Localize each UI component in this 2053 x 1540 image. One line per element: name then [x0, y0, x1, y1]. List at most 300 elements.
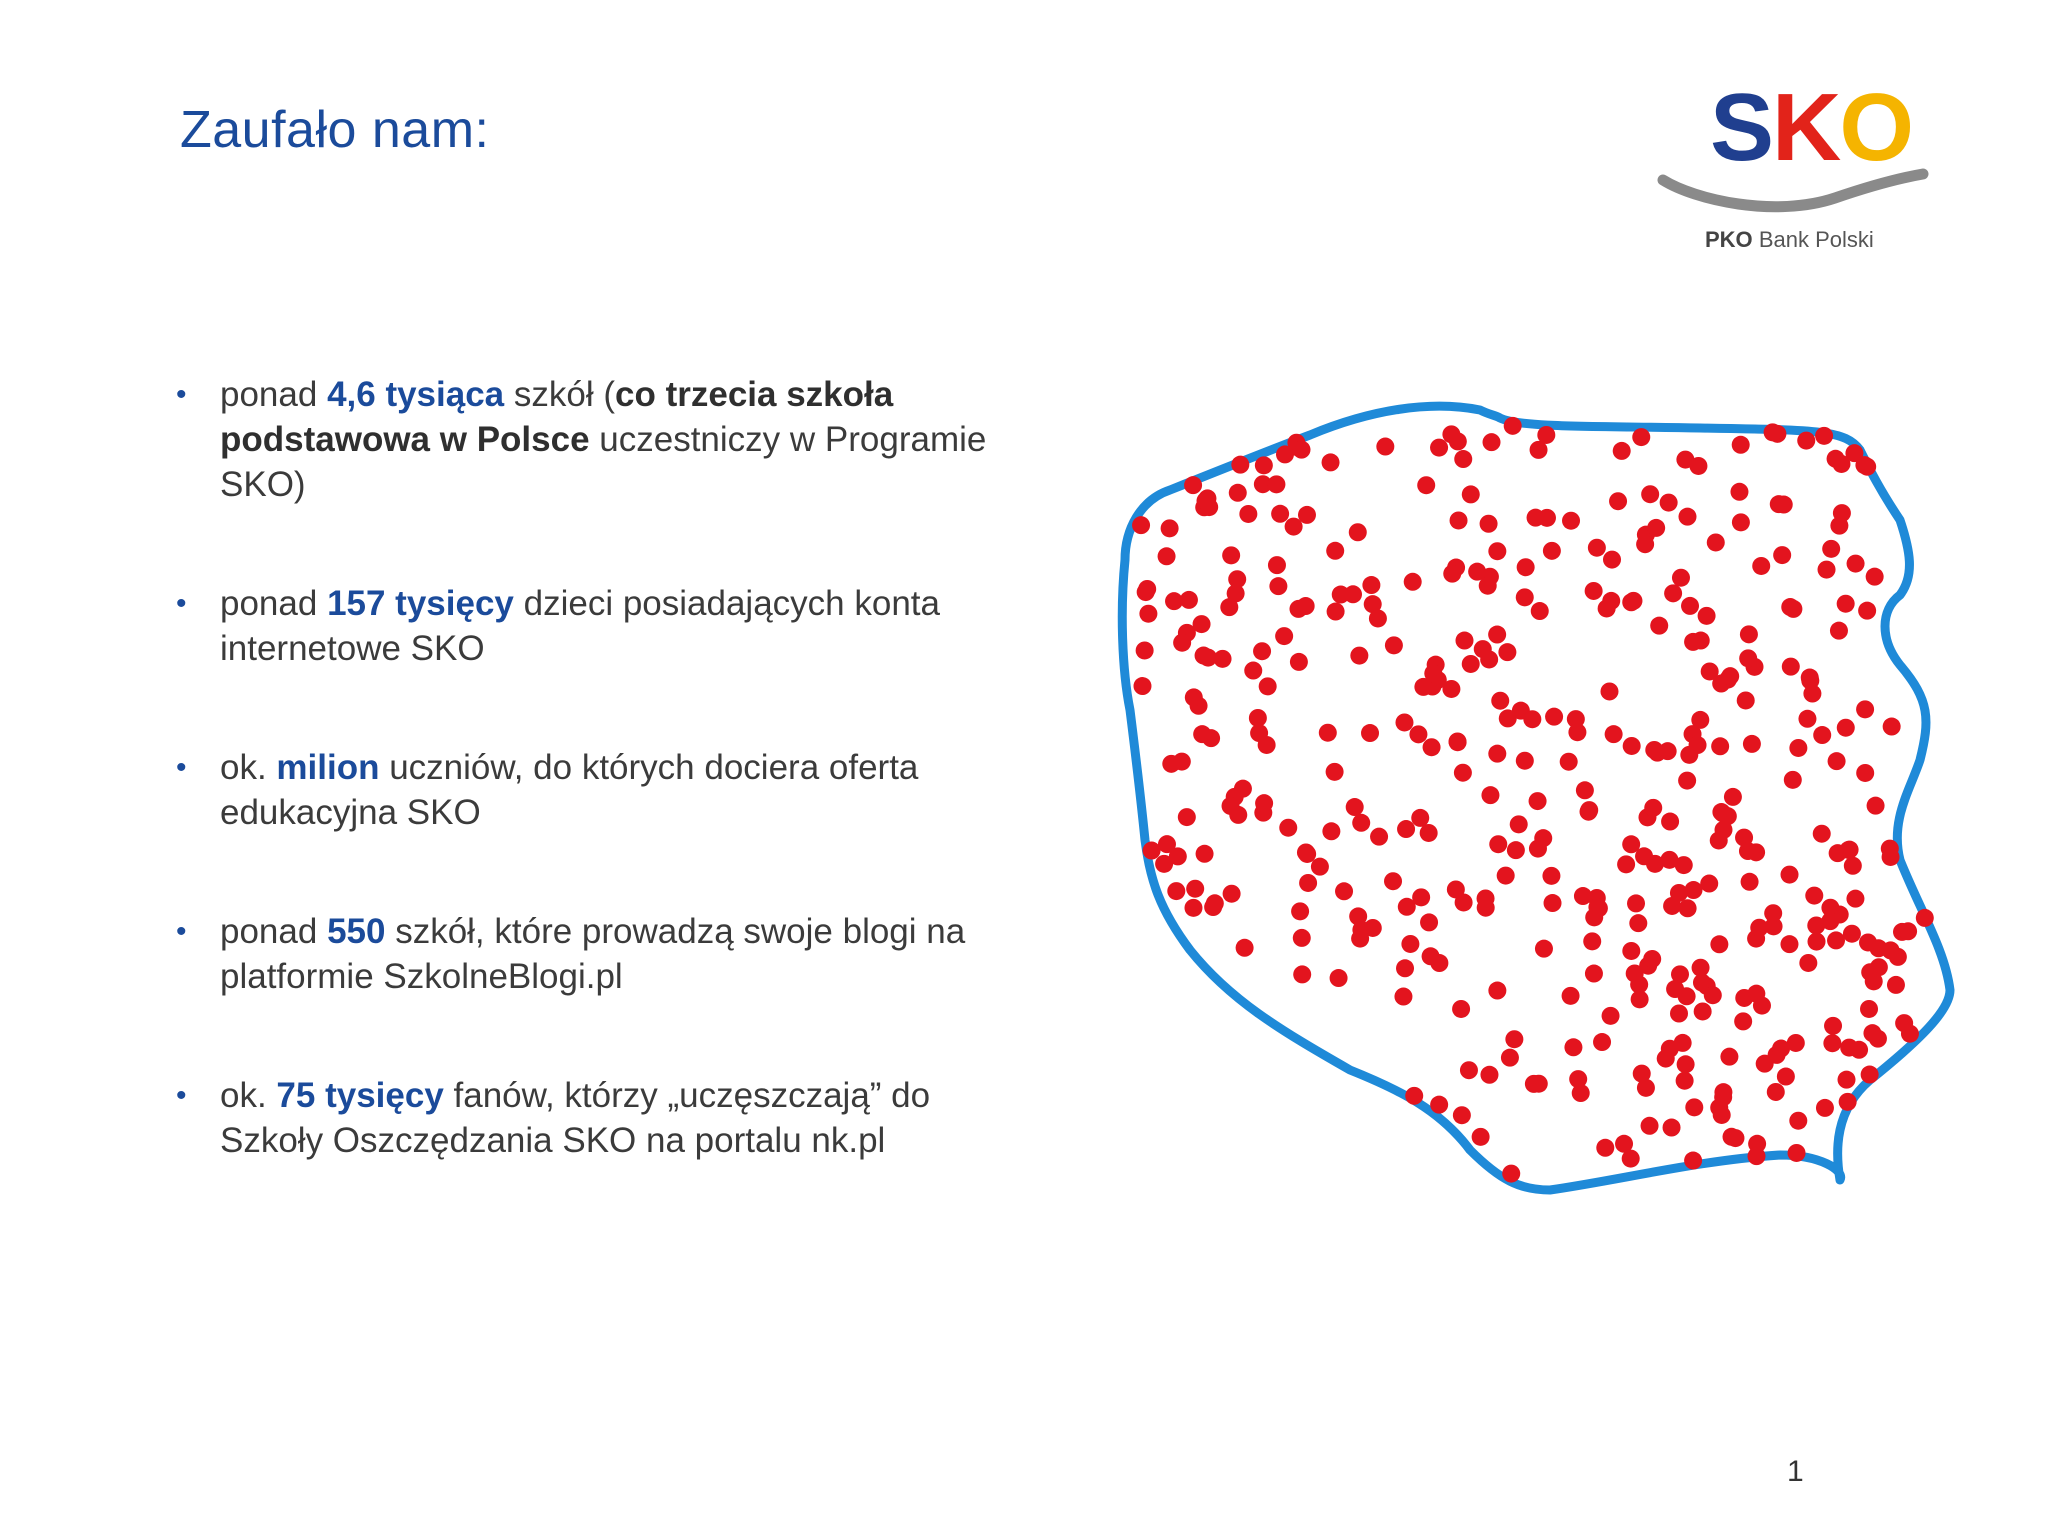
school-dot	[1781, 598, 1799, 616]
school-dot	[1867, 797, 1885, 815]
school-dot	[1700, 875, 1718, 893]
school-dot	[1326, 763, 1344, 781]
school-dot	[1764, 904, 1782, 922]
school-dot	[1713, 1106, 1731, 1124]
school-dot	[1138, 580, 1156, 598]
school-dot	[1480, 1066, 1498, 1084]
statistic-text: uczniów, do których dociera oferta edukacyjna SKO	[220, 748, 919, 832]
logo-letter-o: O	[1839, 74, 1913, 181]
school-dot	[1236, 939, 1254, 957]
statistics-list	[176, 372, 1016, 1163]
school-dot	[1663, 1119, 1681, 1137]
school-dot	[1507, 841, 1525, 859]
school-dot	[1483, 433, 1501, 451]
school-dot	[1297, 843, 1315, 861]
school-dot	[1723, 1128, 1741, 1146]
statistic-text: fanów, którzy „uczęszczają” do Szkoły Oszczędzania SKO na portalu nk.pl	[220, 1076, 931, 1160]
school-dot	[1823, 1034, 1841, 1052]
school-dot	[1267, 475, 1285, 493]
school-dot	[1477, 889, 1495, 907]
school-dot	[1396, 959, 1414, 977]
school-dot	[1362, 576, 1380, 594]
school-dot	[1635, 847, 1653, 865]
school-dot	[1664, 584, 1682, 602]
school-dot	[1527, 509, 1545, 527]
school-dot	[1542, 867, 1560, 885]
school-dot	[1132, 516, 1150, 534]
school-dot	[1462, 655, 1480, 673]
school-dot	[1489, 835, 1507, 853]
school-dot	[1603, 551, 1621, 569]
school-dot	[1193, 615, 1211, 633]
school-dot	[1234, 780, 1252, 798]
school-dot	[1824, 1017, 1842, 1035]
school-dot	[1714, 1088, 1732, 1106]
school-dot	[1497, 867, 1515, 885]
school-dot	[1250, 724, 1268, 742]
school-dot	[1780, 935, 1798, 953]
school-dot	[1660, 494, 1678, 512]
school-dot	[1882, 941, 1900, 959]
statistic-text: uczestniczy w Programie SKO)	[220, 420, 987, 504]
school-dot	[1293, 965, 1311, 983]
school-dot	[1839, 1093, 1857, 1111]
school-dot	[1846, 890, 1864, 908]
school-dot	[1720, 1048, 1738, 1066]
school-dot	[1298, 506, 1316, 524]
school-dot	[1737, 691, 1755, 709]
school-dot	[1488, 542, 1506, 560]
school-dot	[1229, 484, 1247, 502]
school-dot	[1844, 857, 1862, 875]
school-dot	[1644, 799, 1662, 817]
school-dot	[1747, 843, 1765, 861]
school-dot	[1401, 935, 1419, 953]
school-dot	[1588, 539, 1606, 557]
school-dot	[1568, 723, 1586, 741]
school-dot	[1423, 738, 1441, 756]
school-dot	[1636, 535, 1654, 553]
statistic-highlight: milion	[276, 748, 380, 787]
school-dot	[1136, 641, 1154, 659]
school-dot	[1609, 492, 1627, 510]
school-dot	[1677, 1055, 1695, 1073]
school-dot	[1516, 752, 1534, 770]
school-dot	[1162, 755, 1180, 773]
school-dot	[1643, 950, 1661, 968]
school-dot	[1772, 1040, 1790, 1058]
school-dot	[1781, 866, 1799, 884]
school-dot	[1711, 737, 1729, 755]
school-dot	[1816, 1099, 1834, 1117]
school-dot	[1580, 801, 1598, 819]
school-dot	[1335, 882, 1353, 900]
statistic-text: dzieci posiadających konta internetowe SKO	[220, 584, 940, 668]
school-dot	[1319, 724, 1337, 742]
school-dot	[1805, 887, 1823, 905]
school-dot	[1480, 515, 1498, 533]
school-dot	[1488, 626, 1506, 644]
school-dot	[1443, 565, 1461, 583]
school-dot	[1450, 511, 1468, 529]
school-dot	[1856, 700, 1874, 718]
school-dot	[1626, 964, 1644, 982]
school-dot	[1678, 772, 1696, 790]
school-dot	[1523, 710, 1541, 728]
school-dot	[1672, 569, 1690, 587]
school-dot	[1430, 1096, 1448, 1114]
school-dot	[1289, 600, 1307, 618]
school-dot	[1398, 898, 1416, 916]
school-dot	[1832, 455, 1850, 473]
school-dot	[1585, 965, 1603, 983]
school-dot	[1843, 925, 1861, 943]
school-dot	[1773, 546, 1791, 564]
school-dot	[1480, 650, 1498, 668]
statistic-item	[176, 745, 1016, 835]
school-dot	[1622, 1150, 1640, 1168]
school-dot	[1185, 688, 1203, 706]
school-dot	[1290, 653, 1308, 671]
statistic-highlight: 75 tysięcy	[276, 1076, 444, 1115]
school-dot	[1537, 426, 1555, 444]
school-dot	[1602, 1007, 1620, 1025]
school-dot	[1322, 822, 1340, 840]
school-dot	[1516, 588, 1534, 606]
school-dot	[1430, 439, 1448, 457]
school-dot	[1685, 1098, 1703, 1116]
school-dot	[1860, 1000, 1878, 1018]
school-dot	[1271, 505, 1289, 523]
school-dot	[1311, 858, 1329, 876]
school-dot	[1139, 605, 1157, 623]
statistic-item	[176, 909, 1016, 999]
school-dot	[1502, 1165, 1520, 1183]
logo-brand-rest: Bank Polski	[1758, 227, 1874, 252]
school-dot	[1544, 894, 1562, 912]
school-dot	[1510, 815, 1528, 833]
school-dot	[1645, 741, 1663, 759]
school-dot	[1255, 794, 1273, 812]
school-dot	[1562, 512, 1580, 530]
school-dot	[1462, 485, 1480, 503]
school-dot	[1623, 737, 1641, 755]
statistic-text: ok.	[220, 748, 277, 787]
school-dot	[1574, 887, 1592, 905]
school-dot	[1827, 931, 1845, 949]
statistic-text: ponad	[220, 375, 328, 414]
school-dot	[1691, 711, 1709, 729]
school-dot	[1789, 1112, 1807, 1130]
school-dot	[1293, 929, 1311, 947]
school-dot	[1411, 809, 1429, 827]
school-dot	[1543, 542, 1561, 560]
school-dot	[1840, 1039, 1858, 1057]
school-dot	[1585, 582, 1603, 600]
school-dot	[1622, 942, 1640, 960]
logo-brand-strong: PKO	[1705, 227, 1753, 252]
school-dot	[1158, 547, 1176, 565]
school-dot	[1364, 919, 1382, 937]
school-dot	[1861, 1066, 1879, 1084]
school-dot	[1560, 753, 1578, 771]
school-dot	[1847, 555, 1865, 573]
school-dot	[1789, 739, 1807, 757]
school-dot	[1629, 914, 1647, 932]
school-dot	[1784, 771, 1802, 789]
bullet-dot-icon: •	[176, 751, 187, 784]
school-dot	[1756, 1055, 1774, 1073]
school-dot	[1692, 632, 1710, 650]
statistic-highlight: 157 tysięcy	[327, 584, 514, 623]
school-dot	[1491, 692, 1509, 710]
school-dot	[1856, 764, 1874, 782]
school-dot	[1269, 577, 1287, 595]
school-dot	[1650, 617, 1668, 635]
school-dot	[1724, 788, 1742, 806]
school-dot	[1865, 972, 1883, 990]
school-dot	[1158, 835, 1176, 853]
school-dot	[1808, 933, 1826, 951]
logo-bank-name	[1705, 227, 1874, 253]
school-dot	[1195, 647, 1213, 665]
school-dot	[1346, 798, 1364, 816]
school-dot	[1675, 856, 1693, 874]
school-dot	[1259, 677, 1277, 695]
school-dot	[1442, 680, 1460, 698]
school-dot	[1155, 855, 1173, 873]
statistic-item	[176, 1073, 1016, 1163]
school-dot	[1732, 436, 1750, 454]
statistic-text: ponad	[220, 584, 328, 623]
school-dot	[1863, 1024, 1881, 1042]
school-dot	[1588, 898, 1606, 916]
school-dot	[1504, 417, 1522, 435]
school-dot	[1397, 820, 1415, 838]
school-dot	[1279, 819, 1297, 837]
school-dot	[1613, 442, 1631, 460]
school-dot	[1501, 1049, 1519, 1067]
school-dot	[1633, 1065, 1651, 1083]
school-dot	[1647, 519, 1665, 537]
school-dot	[1244, 662, 1262, 680]
school-dot	[1442, 425, 1460, 443]
school-dot	[1531, 602, 1549, 620]
bullet-dot-icon: •	[176, 915, 187, 948]
school-dot	[1678, 987, 1696, 1005]
school-dot	[1679, 899, 1697, 917]
school-dot	[1422, 947, 1440, 965]
school-dot	[1818, 561, 1836, 579]
school-dot	[1882, 848, 1900, 866]
school-dot	[1750, 919, 1768, 937]
school-dot	[1797, 432, 1815, 450]
school-dot	[1349, 523, 1367, 541]
school-dot	[1775, 496, 1793, 514]
school-dot	[1545, 708, 1563, 726]
logo-swoosh-icon	[1655, 140, 1930, 220]
school-dot	[1641, 485, 1659, 503]
school-dot	[1350, 647, 1368, 665]
school-dot	[1782, 658, 1800, 676]
school-dot	[1293, 441, 1311, 459]
school-dot	[1593, 1033, 1611, 1051]
bullet-dot-icon: •	[176, 378, 187, 411]
school-dot	[1741, 873, 1759, 891]
school-dot	[1332, 586, 1350, 604]
school-dot	[1454, 450, 1472, 468]
school-dot	[1460, 1061, 1478, 1079]
school-dot	[1223, 885, 1241, 903]
school-dot	[1740, 625, 1758, 643]
school-dot	[1710, 935, 1728, 953]
school-dot	[1895, 1014, 1913, 1032]
sko-logo	[1655, 74, 1930, 260]
statistic-text: szkół (	[504, 375, 616, 414]
school-dot	[1534, 829, 1552, 847]
logo-letter-s: S	[1710, 74, 1773, 181]
school-dot	[1767, 1083, 1785, 1101]
school-dot	[1424, 664, 1442, 682]
school-dot	[1525, 1075, 1543, 1093]
school-dot	[1730, 483, 1748, 501]
school-dot	[1605, 725, 1623, 743]
statistic-item	[176, 581, 1016, 671]
school-dot	[1676, 1072, 1694, 1090]
school-dot	[1859, 933, 1877, 951]
school-dot	[1167, 882, 1185, 900]
school-dot	[1721, 667, 1739, 685]
school-dot	[1326, 542, 1344, 560]
school-dot	[1684, 1152, 1702, 1170]
school-dot	[1694, 1002, 1712, 1020]
school-dot	[1517, 558, 1535, 576]
school-dot	[1803, 685, 1821, 703]
school-dot	[1855, 456, 1873, 474]
school-dot	[1275, 627, 1293, 645]
bullet-dot-icon: •	[176, 1079, 187, 1112]
school-dot	[1291, 902, 1309, 920]
statistic-text: szkół, które prowadzą swoje blogi na platformie SzkolneBlogi.pl	[220, 912, 966, 996]
school-dot	[1858, 602, 1876, 620]
school-dot	[1227, 584, 1245, 602]
school-dot	[1394, 988, 1412, 1006]
school-dot	[1777, 1068, 1795, 1086]
school-dot	[1828, 752, 1846, 770]
school-dot	[1583, 932, 1601, 950]
school-dot	[1452, 1000, 1470, 1018]
school-dot	[1830, 622, 1848, 640]
school-dot	[1681, 597, 1699, 615]
school-dot	[1887, 976, 1905, 994]
school-dot	[1631, 990, 1649, 1008]
school-dot	[1268, 556, 1286, 574]
school-dot	[1276, 445, 1294, 463]
school-dot	[1734, 1012, 1752, 1030]
school-dot	[1330, 969, 1348, 987]
school-dot	[1916, 909, 1934, 927]
school-dot	[1327, 603, 1345, 621]
school-dot	[1764, 423, 1782, 441]
school-dot	[1173, 634, 1191, 652]
school-dot	[1712, 803, 1730, 821]
school-dot	[1617, 855, 1635, 873]
school-dot	[1161, 519, 1179, 537]
school-dot	[1569, 1070, 1587, 1088]
school-dot	[1369, 609, 1387, 627]
school-dot	[1830, 517, 1848, 535]
school-dot	[1641, 1117, 1659, 1135]
school-dot	[1710, 831, 1728, 849]
school-dot	[1384, 872, 1402, 890]
school-dot	[1370, 828, 1388, 846]
school-dot	[1488, 745, 1506, 763]
school-dot	[1202, 729, 1220, 747]
school-dot	[1255, 456, 1273, 474]
statistic-item	[176, 372, 1016, 507]
school-dot	[1395, 713, 1413, 731]
school-dot	[1837, 719, 1855, 737]
school-dot	[1564, 1038, 1582, 1056]
school-dot	[1198, 489, 1216, 507]
school-dot	[1661, 813, 1679, 831]
school-dot	[1899, 922, 1917, 940]
school-dot	[1676, 451, 1694, 469]
school-dot	[1883, 718, 1901, 736]
school-dot	[1405, 1087, 1423, 1105]
statistic-text: co trzecia szkoła podstawowa w Polsce	[220, 375, 894, 459]
school-dot	[1449, 733, 1467, 751]
school-dot	[1822, 540, 1840, 558]
school-dot	[1165, 592, 1183, 610]
logo-letter-k: K	[1772, 74, 1840, 181]
school-dot	[1799, 954, 1817, 972]
school-dot	[1866, 568, 1884, 586]
statistic-text: ponad	[220, 912, 328, 951]
school-dot	[1798, 710, 1816, 728]
statistic-highlight: 550	[327, 912, 386, 951]
school-dot	[1505, 1030, 1523, 1048]
school-dot	[1670, 1005, 1688, 1023]
school-dot	[1222, 797, 1240, 815]
school-dot	[1385, 636, 1403, 654]
school-dot	[1704, 986, 1722, 1004]
school-dot	[1184, 476, 1202, 494]
school-dot	[1231, 456, 1249, 474]
page-title: Zaufało nam:	[180, 101, 490, 159]
school-dot	[1739, 649, 1757, 667]
school-dot	[1178, 808, 1196, 826]
school-dot	[1488, 982, 1506, 1000]
school-dot	[1670, 884, 1688, 902]
school-dot	[1815, 427, 1833, 445]
poland-map-icon	[1100, 390, 1980, 1210]
school-dot	[1632, 428, 1650, 446]
statistic-text: ok.	[220, 1076, 277, 1115]
school-dot	[1813, 726, 1831, 744]
school-dot	[1447, 880, 1465, 898]
school-dot	[1732, 513, 1750, 531]
school-dot	[1838, 1071, 1856, 1089]
school-dot	[1535, 940, 1553, 958]
school-dot	[1186, 880, 1204, 898]
statistic-highlight: 4,6 tysiąca	[327, 375, 505, 414]
school-dot	[1821, 912, 1839, 930]
school-dot	[1748, 1147, 1766, 1165]
school-dot	[1196, 845, 1214, 863]
school-dot	[1361, 724, 1379, 742]
school-dot	[1143, 842, 1161, 860]
